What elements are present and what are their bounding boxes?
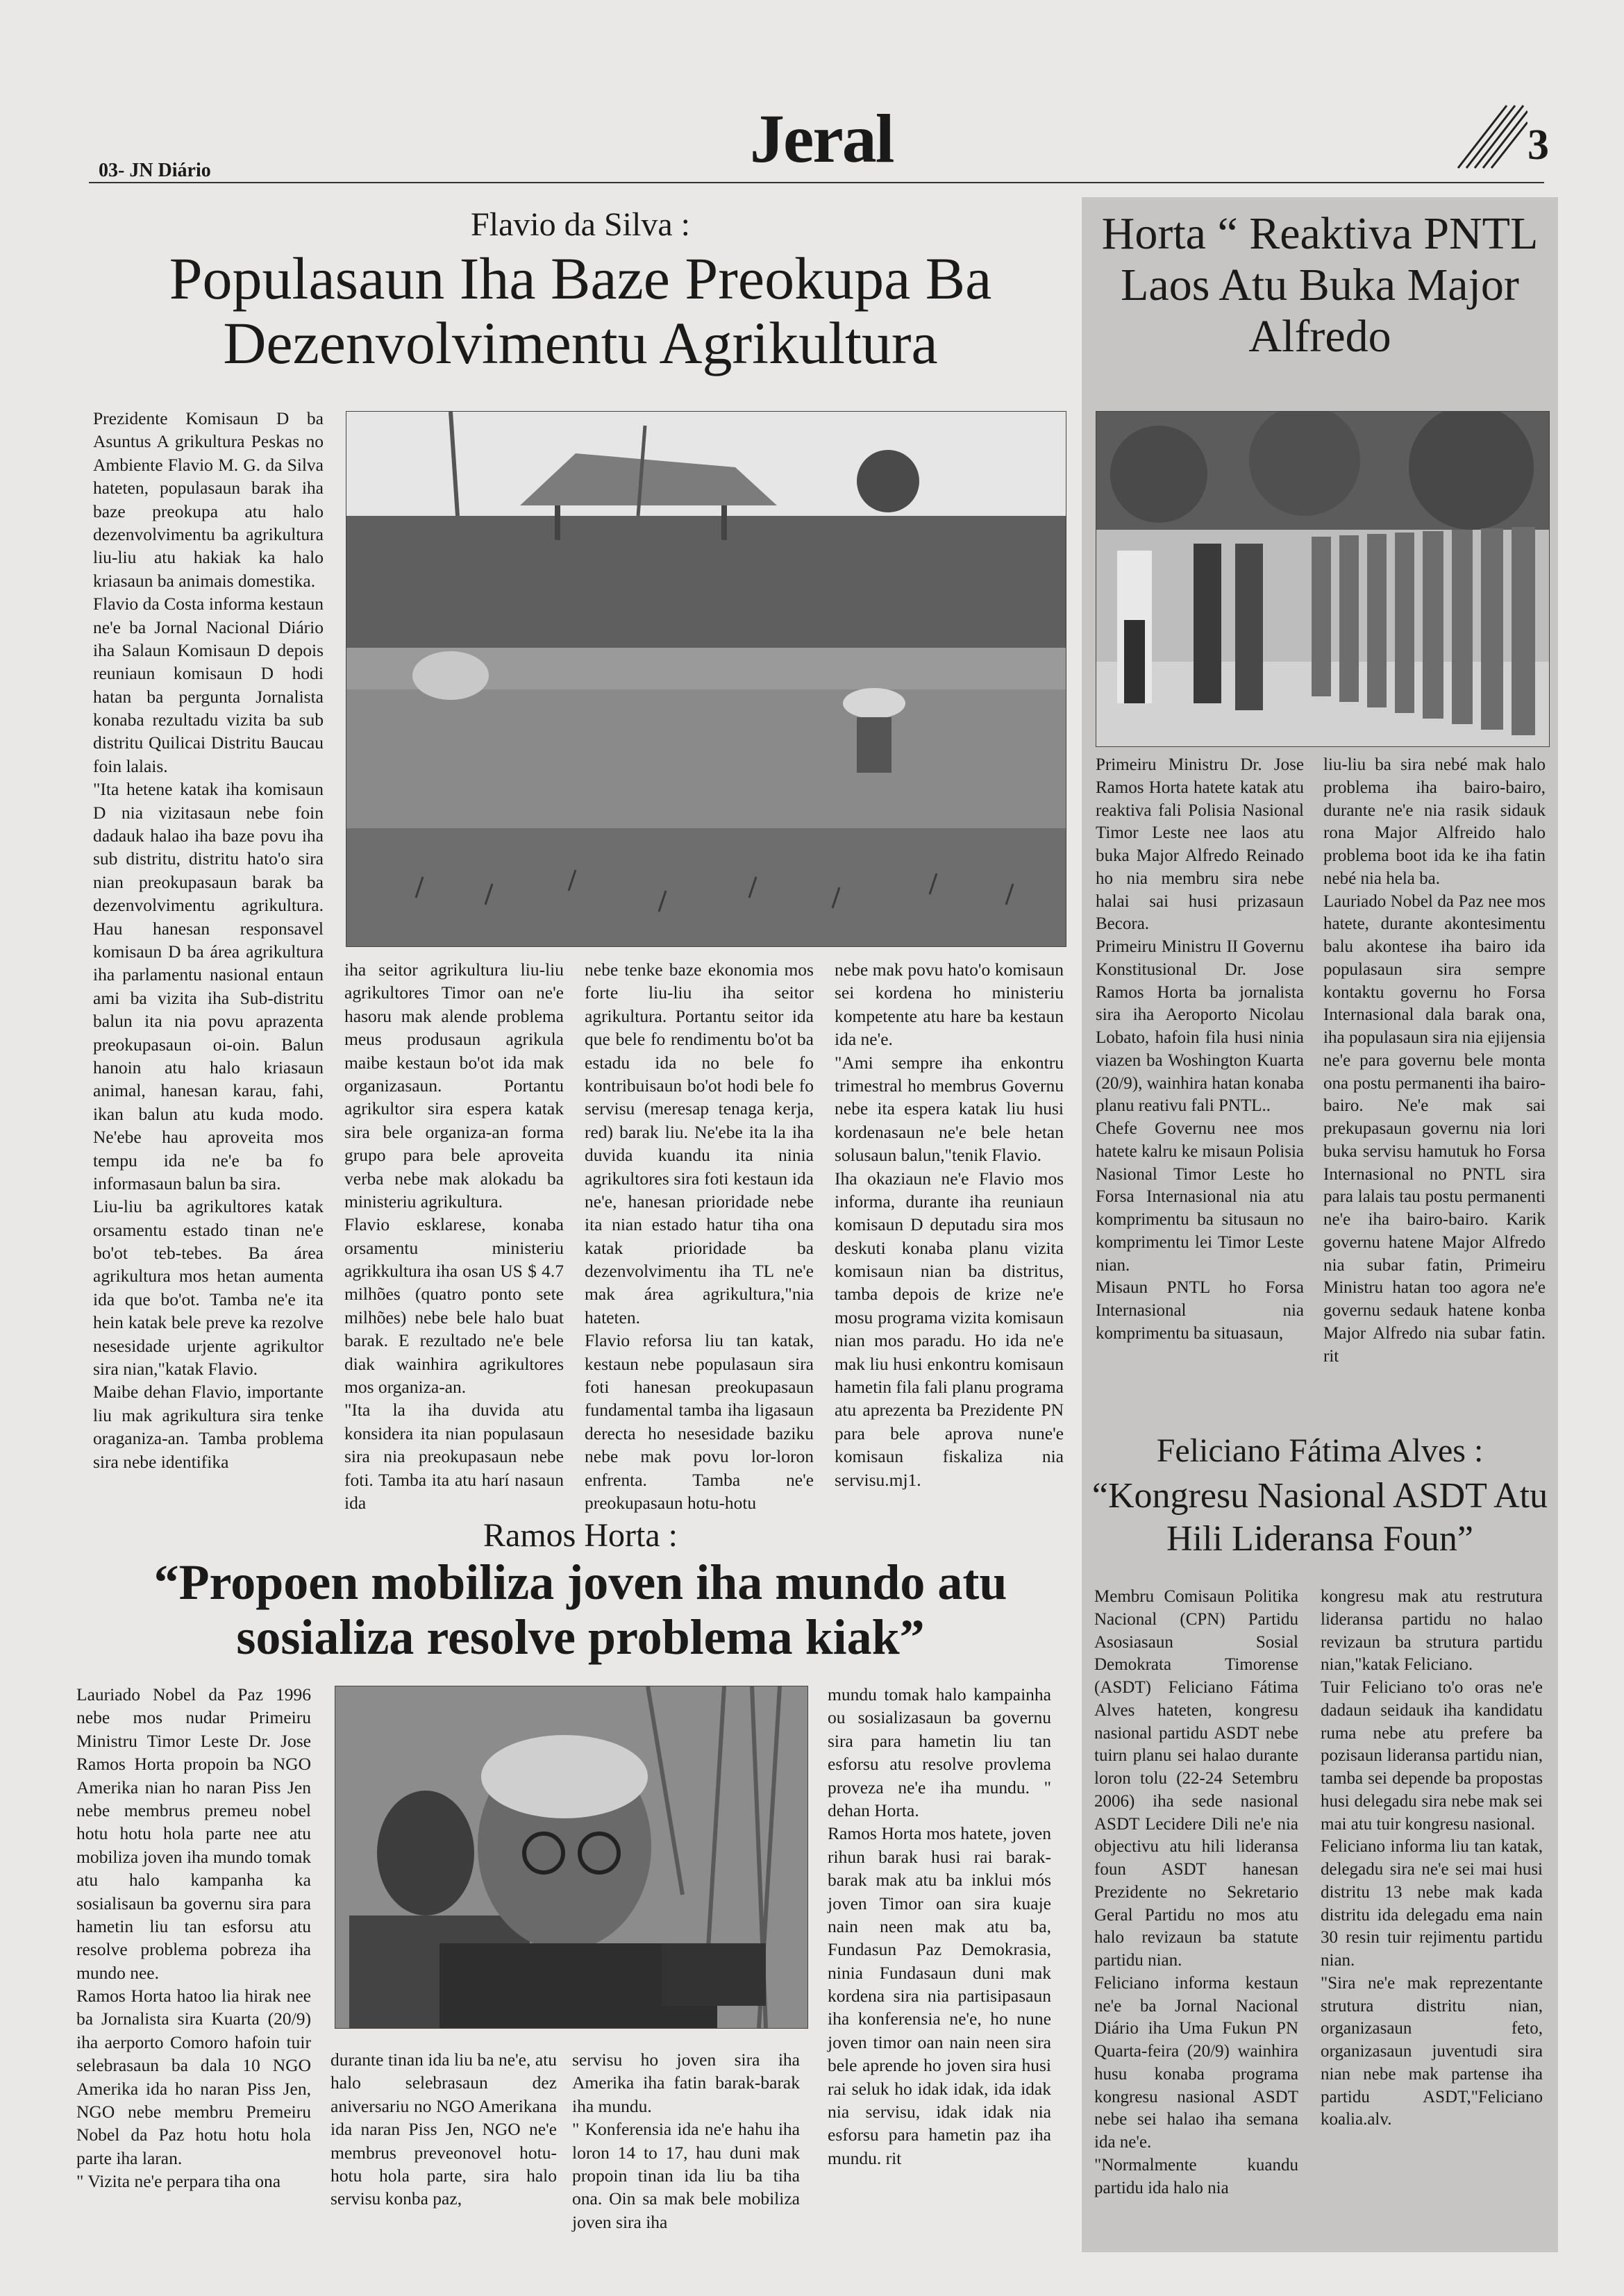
rice-field-photo-image — [346, 412, 1066, 946]
diagonal-hatch-logo — [1451, 99, 1527, 175]
story2-column-2: durante tinan ida liu ba ne'e, atu halo selebrasaun dez aniversariu no NGO Amerikana ida naran Piss Jen, NGO ne'e membrus preveonovel hotu-hotu hola parte, sira halo servisu konba paz, — [330, 2050, 557, 2209]
story2-column-3: servisu ho joven sira iha Amerika iha fatin barak-barak iha mundu. " Konferensia ida ne'e hahu iha loron 14 to 17, hau duni mak propoin tinan ida liu ba tiha ona. Oin sa mak bele mobiliza joven sira iha — [572, 2050, 800, 2232]
story1-byline: Flavio da Silva : — [471, 206, 690, 243]
story2-column-4: mundu tomak halo kampainha ou sosializasaun ba governu sira para hametin liu tan esforsu atu resolve provlema proveza ne'e iha mundu. " dehan Horta. Ramos Horta mos hatete, joven rihun barak husi rai barak-barak mak atu ba inklui mós joven Timor oan sira kuaje nain neen mak atu ba, Fundasun Paz Demokrasia, ninia Fundasaun duni mak kordena sira nia partisipasaun iha konferensia ne'e, ho nune joven timor oan nain neen sira bele aprende ho joven sira husi rai seluk ho idak idak, ida idak nia servisu, idak idak nia esforsu para hametin paz iha mundu. rit — [828, 1684, 1051, 2168]
sidebar-story2-headline: “Kongresu Nasional ASDT Atu Hili Lideransa Foun” — [1091, 1476, 1548, 1559]
sidebar-story1-column-1: Primeiru Ministru Dr. Jose Ramos Horta hatete katak atu reaktiva fali Polisia Nasional Timor Leste nee laos atu buka Major Alfredo Reinado ho nia membru sira nebe halai sai husi prizasaun Becora. Primeiru Ministru II Governu Konstitusional Dr. Jose Ramos Horta ba jornalista sira iha Aeroporto Nicolau Lobato, hafoin fila husi ninia viazen ba Woshington Kuarta (20/9), wainhira hatan konaba planu reativu fali PNTL.. Chefe Governu nee mos hatete kalru ke misaun Polisia Nasional Timor Leste ho Forsa Internasional nia atu komprimentu ba situsaun no komprimentu lei Timor Leste nian. Misaun PNTL ho Forsa Internasional nia komprimentu ba situasaun, — [1096, 755, 1304, 1343]
header-rule — [89, 182, 1544, 183]
pntl-police-photo — [1096, 411, 1550, 747]
rice-field-photo — [346, 411, 1066, 947]
page-number: 3 — [1527, 121, 1549, 169]
story1-headline: Populasaun Iha Baze Preokupa Ba Dezenvolvimentu Agrikultura — [169, 245, 992, 376]
story2-byline: Ramos Horta : — [483, 1517, 678, 1554]
story2-headline: “Propoen mobiliza joven iha mundo atu sosializa resolve problema kiak” — [153, 1555, 1007, 1666]
story1-column-1: Prezidente Komisaun D ba Asuntus A grikultura Peskas no Ambiente Flavio M. G. da Silva hateten, populasaun barak iha baze preokupa atu halo dezenvolvimentu ba agrikultura liu-liu atu hakiak ka halo kriasaun ba animais domestika. Flavio da Costa informa kestaun ne'e ba Jornal Nacional Diário iha Salaun Komisaun D depois reuniaun komisaun D hodi hatan ba pergunta Jornalista konaba rezultadu vizita ba sub distritu Quilicai Distritu Baucau foin lalais. "Ita hetene katak iha komisaun D nia vizitasaun nebe foin dadauk halao iha baze povu iha sub distritu, distritu hato'o sira nian preokupasaun barak ba dezenvolvimentu agrikultura. Hau hanesan responsavel komisaun D ba área agrikultura iha parlamentu nasional entaun ami ba vizita iha Sub-distritu balun ita nia povu aprazenta preokupasaun oi-oin. Balun hanoin atu halo kriasaun animal, hanesan karau, fahi, ikan balun atu kuda modo. Ne'ebe hau aproveita mos tempu ida ne'e ba fo informasaun balun ba sira. Liu-liu ba agrikultores katak orsamentu estado tinan ne'e bo'ot teb-tebes. Ba área agrikultura mos hetan aumenta ida que bo'ot. Tamba ne'e ita hein katak bele preve ka rezolve nesesidade urjente agrikultor sira nian,"katak Flavio. Maibe dehan Flavio, importante liu mak agrikultura sira tenke oraganiza-an. Tamba problema sira nebe identifika — [93, 408, 324, 1472]
story1-column-3: nebe tenke baze ekonomia mos forte liu-liu iha seitor agrikultura. Portantu seitor ida que bele fo rendimentu bo'ot ba estadu ida no bele fo kontribuisaun bo'ot hodi bele fo servisu (meresap tenaga kerja, red) barak liu. Ne'ebe ita la iha duvida kuandu ita ninia agrikultores sira foti kestaun ida ne'e, hanesan prioridade nebe ita nian estado hatur tiha ona katak prioridade ba dezenvolvimentu iha TL ne'e mak área agrikultura,"nia hateten. Flavio reforsa liu tan katak, kestaun nebe populasaun sira foti hanesan preokupasaun fundamental tamba iha ligasaun derecta ho nesesidade baziku nebe mak povu lor-loron enfrenta. Tamba ne'e preokupasaun hotu-hotu — [585, 960, 814, 1513]
sidebar-story2-byline: Feliciano Fátima Alves : — [1156, 1432, 1484, 1469]
story2-column-1: Lauriado Nobel da Paz 1996 nebe mos nudar Primeiru Ministru Timor Leste Dr. Jose Ramos Horta propoin ba NGO Amerika nian ho naran Piss Jen nebe membrus premeu nobel hotu hotu hola parte nee atu mobiliza joven iha mundo tomak atu halo kampanha ka sosialisaun ba governu sira para hametin liu tan esforsu atu resolve problema pobreza iha mundo nee. Ramos Horta hatoo lia hirak nee ba Jornalista sira Kuarta (20/9) iha aerporto Comoro hafoin tuir selebrasaun ba dala 10 NGO Amerika ida ho naran Piss Jen, NGO nebe membru Premeiru Nobel da Paz hotu hotu hola parte iha laran. " Vizita ne'e perpara tiha ona — [76, 1684, 311, 2192]
sidebar-story2-column-1: Membru Comisaun Politika Nacional (CPN) Partidu Asosiasaun Sosial Demokrata Timorense (ASDT) Feliciano Fátima Alves hateten, kongresu nasional partidu ASDT nebe tuirn planu sei halao durante loron tolu (22-24 Setembru 2006) iha sede nasional ASDT Lecidere Dili ne'e nia objectivu atu hili lideransa foun ASDT hanesan Prezidente no Sekretario Geral Partidu no mos atu halo revizaun ba statute partidu nian. Feliciano informa kestaun ne'e ba Jornal Nacional Diário iha Uma Fukun PN Quarta-feira (20/9) wainhira husu konaba programa kongresu nasional ASDT nebe sei halao iha semana ida ne'e. "Normalmente kuandu partidu ida halo nia — [1094, 1587, 1298, 2197]
story1-column-2: iha seitor agrikultura liu-liu agrikultores Timor oan ne'e hasoru mak alende problema meus produsaun agrikula maibe kestaun bo'ot ida mak organizasaun. Portantu agrikultor sira espera katak sira bele organiza-an forma grupo para bele aproveita verba nebe mak alokadu ba ministeriu agrikultura. Flavio esklarese, konaba orsamentu ministeriu agrikkultura iha osan US $ 4.7 milhões (quatro ponto sete milhões) nebe bele halo buat barak. E rezultado ne'e bele diak wainhira agrikultores mos organiza-an. "Ita la iha duvida atu konsidera ita nian populasaun sira nia preokupasaun nebe foti. Tamba ita atu harí nasaun ida — [344, 960, 564, 1513]
ramos-horta-photo-image — [335, 1686, 807, 2028]
page-folio: 03- JN Diário — [99, 160, 211, 181]
story1-column-4: nebe mak povu hato'o komisaun sei kordena ho ministeriu kompetente atu hare ba kestaun ida ne'e. "Ami sempre iha enkontru trimestral ho membrus Governu nebe ita espera katak liu husi kordenasaun ne'e bele hetan solusaun balun,"tenik Flavio. Iha okaziaun ne'e Flavio mos informa, durante iha reuniaun komisaun D deputadu sira mos deskuti konaba planu vizita komisaun nian ba distritus, tamba depois de krize ne'e mosu programa vizita komisaun nian mos paradu. Ho ida ne'e mak liu husi enkontru komisaun hametin fila fali planu programa atu aprezenta ba Prezidente PN para bele aprova nune'e komisaun fiskaliza nia servisu.mj1. — [835, 960, 1064, 1490]
sidebar-story1-headline: Horta “ Reaktiva PNTL Laos Atu Buka Major Alfredo — [1101, 208, 1539, 362]
pntl-police-photo-image — [1096, 412, 1549, 746]
ramos-horta-photo — [335, 1686, 808, 2029]
sidebar-story2-column-2: kongresu mak atu restrutura lideransa partidu no halao revizaun ba strutura partidu nian,"katak Feliciano. Tuir Feliciano to'o oras ne'e dadaun seidauk iha kandidatu ruma nebe atu prefere ba pozisaun lideransa partidu nian, tamba sei depende ba propostas husi delegadu sira nebe mak sei mai atu tuir kongresu nasional. Feliciano informa liu tan katak, delegadu sira ne'e sei mai husi distritu 13 nebe mak kada distritu ida delegadu ema nain 30 resin tuir rejimentu partidu nian. "Sira ne'e mak reprezentante strutura distritu nian, organizasaun feto, organizasaun juventudi sira nian nebe mak partense iha partidu ASDT,"Feliciano koalia.alv. — [1321, 1587, 1543, 2129]
sidebar-story1-column-2: liu-liu ba sira nebé mak halo problema iha bairo-bairo, durante ne'e nia rasik sidauk rona Major Alfreido halo problema boot ida ke iha fatin nebé nia hela ba. Lauriado Nobel da Paz nee mos hatete, durante akontesimentu balu akontese iha bairo ida populasaun sira sempre kontaktu governu ho Forsa Internasional dala barak ona, iha populasaun sira nia ejijensia ne'e para governu bele monta ona postu permanenti iha bairo-bairo. Ne'e mak sai prekupasaun governu nia lori buka servisu hamutuk ho Forsa Internasional no PNTL sira para lalais tau postu permanenti ne'e iha bairo-bairo. Karik governu hatene Major Alfredo nia subar fatin, Primeiru Ministru hatan too agora ne'e governu sedauk hatene konba Major Alfredo nia subar fatin. rit — [1323, 755, 1546, 1366]
section-title: Jeral — [750, 100, 894, 177]
